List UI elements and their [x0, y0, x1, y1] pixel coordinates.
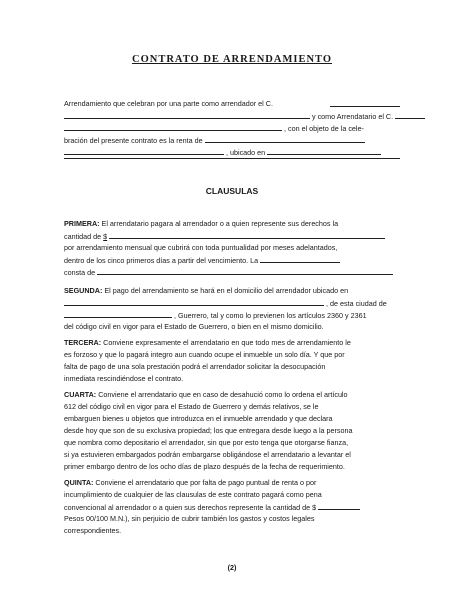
primera-line-5: [64, 266, 393, 278]
cuarta-text-1: Conviene el arrendatario que en caso de desahució como lo ordena el artículo: [98, 390, 348, 399]
intro-line-4: [64, 134, 365, 146]
tercera-line-4: [64, 373, 183, 385]
tercera-line-3: [64, 361, 325, 373]
segunda-line-1: [64, 285, 400, 297]
cuarta-line-7: [64, 461, 345, 473]
segunda-text-4: del código civil en vigor para el Estado de Guerrero, o bien en el mismo domicilio.: [64, 322, 324, 331]
cuarta-text-2: 612 del código civil en vigor para el Estado de Guerrero y demás relativos, se le: [64, 402, 319, 411]
vencimiento-field[interactable]: [260, 254, 340, 263]
ciudad-field[interactable]: [64, 309, 172, 318]
segunda-text-1: El pago del arrendamiento se hará en el domicilio del arrendador ubicado en: [104, 286, 349, 295]
segunda-line-4: [64, 321, 400, 333]
page-number: (2): [227, 563, 237, 572]
segunda-text-2: , de esta ciudad de: [326, 299, 387, 308]
primera-text-3: por arrendamiento mensual que cubrirá con toda puntualidad por meses adelantados,: [64, 243, 338, 252]
cuarta-line-4: [64, 425, 353, 437]
quinta-line-4: [64, 513, 315, 525]
primera-line-3: [64, 242, 400, 254]
intro-text-4: bración del presente contrato es la renta de: [64, 136, 203, 145]
arrendador-name-field-cont[interactable]: [64, 110, 310, 119]
cuarta-label: CUARTA:: [64, 390, 97, 399]
consta-field[interactable]: [97, 266, 393, 275]
quinta-text-2: incumplimiento de cualquier de las clausulas de este contrato pagará como pena: [64, 490, 322, 499]
currency-symbol: $: [103, 232, 108, 241]
tercera-line-2: [64, 349, 345, 361]
primera-line-4: [64, 254, 340, 266]
document-title: CONTRATO DE ARRENDAMIENTO: [131, 54, 333, 65]
quinta-text-4: Pesos 00/100 M.N.), sin perjuicio de cubrir también los gastos y costos legales: [64, 514, 315, 523]
arrendador-name-field[interactable]: [330, 98, 400, 107]
arrendatario-name-field-cont[interactable]: [64, 122, 282, 131]
cuarta-text-6: si ya estuvieren embargados podrán embargarse obligándose el arrendatario a levantar el: [64, 450, 351, 459]
intro-line-1: [64, 98, 400, 110]
renta-object-field-cont[interactable]: [64, 146, 224, 155]
intro-text-5: , ubicado en: [226, 148, 266, 157]
segunda-label: SEGUNDA:: [64, 286, 103, 295]
tercera-text-2: es forzoso y que lo pagará integro aun cuando ocupe el inmueble un solo día. Y que por: [64, 350, 345, 359]
intro-text-2: y como Arrendatario el C.: [312, 112, 394, 121]
intro-line-3: [64, 122, 364, 134]
primera-text-5: consta de: [64, 268, 96, 277]
domicilio-field[interactable]: [64, 297, 324, 306]
quinta-label: QUINTA:: [64, 478, 94, 487]
cuarta-text-5: que nombra como depositario el arrendador, sin que por esto tenga que otorgarse fianza,: [64, 438, 349, 447]
cuarta-line-2: [64, 401, 319, 413]
primera-line-1: [64, 218, 400, 230]
tercera-text-3: falta de pago de una sola prestación podrá el arrendador solicitar la desocupación: [64, 362, 326, 371]
intro-text-1: Arrendamiento que celebran por una parte como arrendador el C.: [64, 99, 273, 108]
cuarta-line-3: [64, 413, 333, 425]
cuarta-text-4: desde hoy que son de su exclusiva propiedad; los que entregara desde luego a la persona: [64, 426, 353, 435]
quinta-line-5: [64, 525, 121, 537]
tercera-text-4: inmediata rescindiéndose el contrato.: [64, 374, 184, 383]
cuarta-text-3: embarguen bienes u objetos que introduzca en el inmueble arrendado y que declara: [64, 414, 333, 423]
pena-cantidad-field[interactable]: [318, 501, 360, 510]
intro-line-2: [64, 110, 425, 122]
tercera-line-1: [64, 337, 400, 349]
renta-cantidad-field[interactable]: [109, 230, 385, 239]
primera-text-4: dentro de los cinco primeros días a partir del vencimiento. La: [64, 256, 259, 265]
intro-text-3: , con el objeto de la cele-: [284, 124, 364, 133]
cuarta-line-6: [64, 449, 351, 461]
quinta-line-2: [64, 489, 322, 501]
tercera-label: TERCERA:: [64, 338, 102, 347]
segunda-line-2: [64, 297, 387, 309]
quinta-text-3: convencional al arrendador o a quien sus derechos represente la cantidad de $: [64, 503, 317, 512]
ubicacion-field[interactable]: [267, 146, 381, 155]
primera-line-2: [64, 230, 385, 242]
intro-line-5: [64, 146, 381, 158]
quinta-line-1: [64, 477, 400, 489]
segunda-text-3: , Guerrero, tal y como lo previenen los artículos 2360 y 2361: [174, 311, 367, 320]
primera-text-1: El arrendatario pagara al arrendador o a quien represente sus derechos la: [101, 219, 339, 228]
renta-object-field[interactable]: [205, 134, 365, 143]
cuarta-line-5: [64, 437, 348, 449]
primera-label: PRIMERA:: [64, 219, 100, 228]
primera-text-2: cantidad de: [64, 232, 102, 241]
ubicacion-field-cont[interactable]: [64, 158, 400, 159]
cuarta-line-1: [64, 389, 400, 401]
segunda-line-3: [64, 309, 367, 321]
quinta-line-3: [64, 501, 360, 513]
quinta-text-5: correspondientes.: [64, 526, 122, 535]
arrendatario-name-field[interactable]: [395, 110, 425, 119]
cuarta-text-7: primer embargo dentro de los ocho días de plazo después de la fecha de requerimiento.: [64, 462, 345, 471]
quinta-text-1: Conviene el arrendatario que por falta de pago puntual de renta o por: [95, 478, 317, 487]
tercera-text-1: Conviene expresamente el arrendatario en que todo mes de arrendamiento le: [103, 338, 351, 347]
clausulas-heading: CLAUSULAS: [205, 186, 259, 196]
